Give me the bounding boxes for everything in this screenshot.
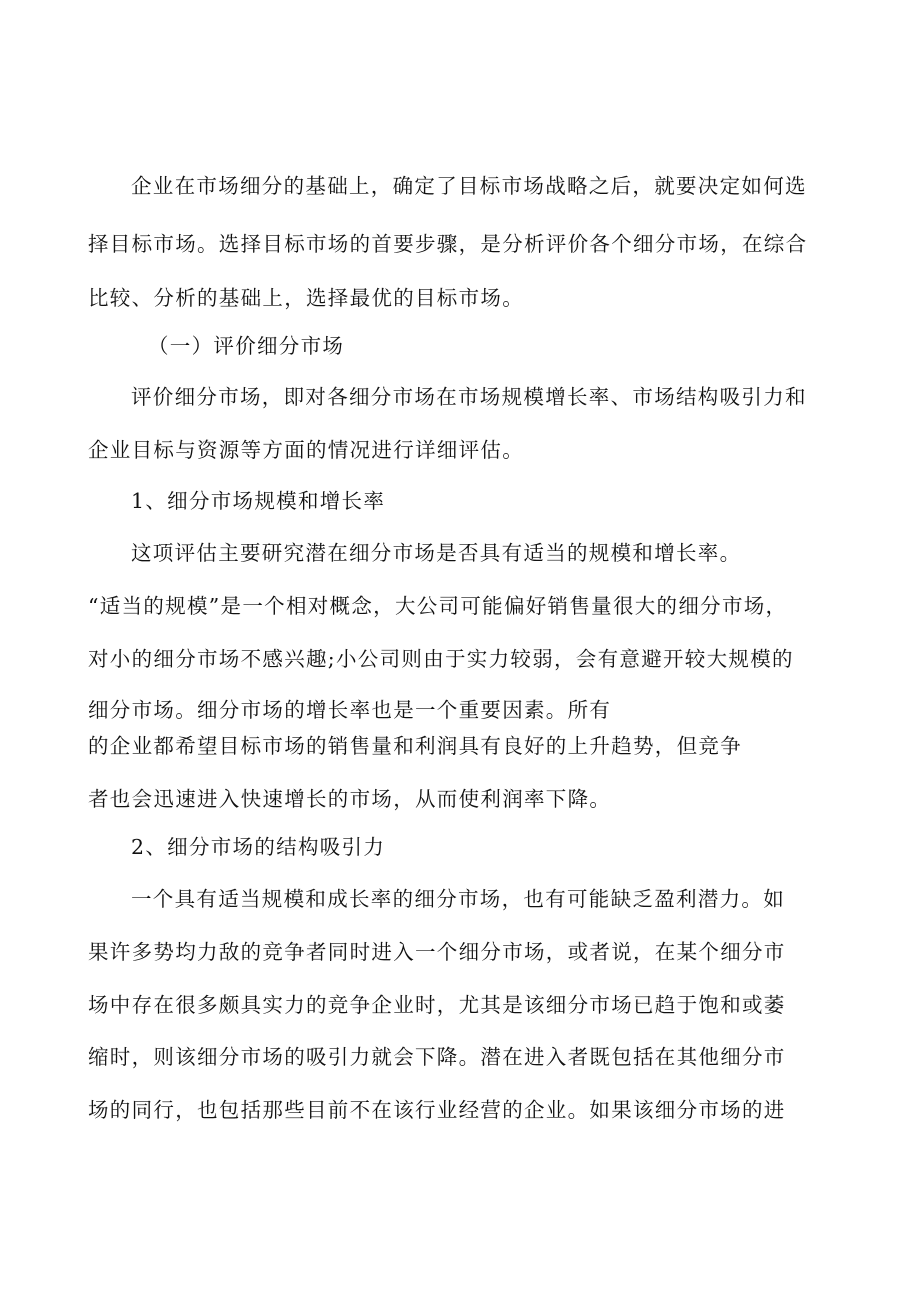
paragraph-line: 场的同行，也包括那些目前不在该行业经营的企业。如果该细分市场的进 bbox=[88, 1098, 786, 1122]
paragraph-line: 企业目标与资源等方面的情况进行详细评估。 bbox=[88, 438, 524, 462]
paragraph-line: 择目标市场。选择目标市场的首要步骤，是分析评价各个细分市场，在综合 bbox=[88, 232, 808, 256]
paragraph-line: “适当的规模”是一个相对概念，大公司可能偏好销售量很大的细分市场， bbox=[88, 594, 788, 618]
paragraph-line: 企业在市场细分的基础上，确定了目标市场战略之后，就要决定如何选 bbox=[131, 174, 807, 198]
subsection-heading: 1、细分市场规模和增长率 bbox=[131, 489, 386, 513]
paragraph-line: 细分市场。细分市场的增长率也是一个重要因素。所有 bbox=[88, 698, 612, 722]
paragraph-line: 者也会迅速进入快速增长的市场，从而使利润率下降。 bbox=[88, 787, 612, 811]
paragraph-line: 对小的细分市场不感兴趣;小公司则由于实力较弱，会有意避开较大规模的 bbox=[88, 647, 794, 671]
subsection-heading: 2、细分市场的结构吸引力 bbox=[131, 835, 386, 859]
paragraph-line: 评价细分市场，即对各细分市场在市场规模增长率、市场结构吸引力和 bbox=[131, 385, 807, 409]
paragraph-line: 一个具有适当规模和成长率的细分市场，也有可能缺乏盈利潜力。如 bbox=[131, 887, 785, 911]
paragraph-line: 果许多势均力敌的竞争者同时进入一个细分市场，或者说，在某个细分市 bbox=[88, 940, 786, 964]
paragraph-line: 的企业都希望目标市场的销售量和利润具有良好的上升趋势，但竞争 bbox=[88, 734, 742, 758]
paragraph-line: 场中存在很多颇具实力的竞争企业时，尤其是该细分市场已趋于饱和或萎 bbox=[88, 993, 786, 1017]
paragraph-line: 这项评估主要研究潜在细分市场是否具有适当的规模和增长率。 bbox=[131, 541, 742, 565]
paragraph-line: 缩时，则该细分市场的吸引力就会下降。潜在进入者既包括在其他细分市 bbox=[88, 1045, 786, 1069]
paragraph-line: 比较、分析的基础上，选择最优的目标市场。 bbox=[88, 286, 524, 310]
section-heading: （一）评价细分市场 bbox=[148, 334, 345, 358]
